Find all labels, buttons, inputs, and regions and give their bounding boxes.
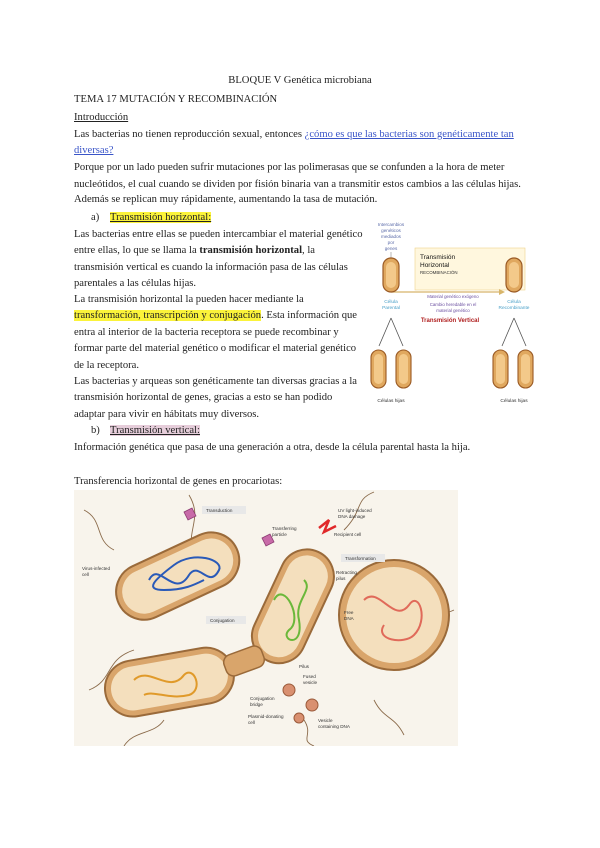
label-retracting-1: Retracting bbox=[336, 570, 357, 575]
box-title-1: Transmisión bbox=[420, 254, 456, 261]
label-free-1: Free bbox=[344, 610, 354, 615]
label-exchange-2: genéticos bbox=[381, 228, 401, 233]
section-a-line-7: entra al interior de la bacteria receptora se puede recombinar y bbox=[74, 327, 339, 338]
section-b-line-1: Información genética que pasa de una generación a otra, desde la célula parental hasta la hija. bbox=[74, 442, 471, 453]
label-plasmid-1: Plasmid-donating bbox=[248, 714, 284, 719]
section-a-line-3: transmisión vertical es cuando la información pasa de las células bbox=[74, 262, 348, 273]
label-free-2: DNA bbox=[344, 616, 354, 621]
label-virus-2: cell bbox=[82, 572, 89, 577]
label-transduction: Transduction bbox=[206, 508, 233, 513]
transmission-diagram bbox=[365, 218, 535, 408]
intro-paragraph-2-line-1: Porque por un lado pueden sufrir mutaciones por las polimerasas que se confunden a la hora de meter bbox=[74, 162, 505, 173]
box-subtitle: RECOMBINACIÓN bbox=[420, 270, 458, 275]
label-transferring: Transferring bbox=[272, 526, 297, 531]
label-recombinant-1: Célula bbox=[507, 300, 521, 305]
label-conjugation: Conjugation bbox=[210, 618, 235, 623]
section-a-line-5: La transmisión horizontal la pueden hacer mediante la bbox=[74, 294, 304, 305]
section-b-marker: b) bbox=[91, 425, 100, 436]
label-exchange-5: genes bbox=[384, 246, 398, 251]
topic-title: TEMA 17 MUTACIÓN Y RECOMBINACIÓN bbox=[74, 94, 278, 105]
label-uv-1: UV light-induced bbox=[338, 508, 372, 513]
label-change-1: Cambio heredable en el bbox=[429, 302, 477, 307]
label-vertical: Transmisión Vertical bbox=[420, 318, 480, 324]
label-vesicle-1: Vesicle bbox=[318, 718, 333, 723]
label-fused-1: Fused bbox=[303, 674, 316, 679]
section-a-marker: a) bbox=[91, 212, 100, 223]
label-recombinant-2: Recombinante bbox=[498, 306, 530, 311]
label-bridge-2: bridge bbox=[250, 702, 263, 707]
section-a-line-1: Las bacterias entre ellas se pueden intercambiar el material genético bbox=[74, 229, 363, 240]
label-exogenous: Material genético exógeno bbox=[427, 294, 479, 299]
label-uv-2: DNA damage bbox=[338, 514, 366, 519]
section-a-line-4: parentales a las células hijas. bbox=[74, 278, 197, 289]
label-recipient: Recipient cell bbox=[334, 532, 362, 537]
document-title: BLOQUE V Genética microbiana bbox=[228, 75, 372, 86]
section-a-line-8: formar parte del material genético o modificar el material genético bbox=[74, 343, 357, 354]
label-exchange-4: por bbox=[387, 240, 395, 245]
intro-question-link[interactable]: ¿cómo es que las bacterias son genéticamente tan bbox=[304, 129, 514, 140]
label-plasmid-2: cell bbox=[248, 720, 255, 725]
intro-heading: Introducción bbox=[74, 112, 129, 123]
label-daughters-right: Células hijas bbox=[500, 399, 528, 404]
label-parental-2: Parental bbox=[382, 306, 400, 311]
section-a-line-10: Las bacterias y arqueas son genéticamente tan diversas gracias a la bbox=[74, 376, 357, 387]
section-a-line-6: transformación, transcripción y conjugación. Esta información que bbox=[74, 310, 357, 321]
label-exchange-1: Intercambios bbox=[377, 222, 405, 227]
label-pilus: Pilus bbox=[299, 664, 309, 669]
section-a-title: Transmisión horizontal: bbox=[110, 212, 212, 223]
intro-question-link-cont[interactable]: diversas? bbox=[74, 145, 114, 156]
section-a-line-2: entre ellas, lo que se llama la transmisión horizontal, la bbox=[74, 245, 315, 256]
section-a-line-9: de la receptora. bbox=[74, 360, 139, 371]
intro-paragraph-2-line-3: Además se replican muy rápidamente, aumentando la tasa de mutación. bbox=[74, 194, 378, 205]
section-a-line-11: transmisión horizontal de genes, gracias a esto se han podido bbox=[74, 392, 333, 403]
label-bridge-1: Conjugation bbox=[250, 696, 275, 701]
label-exchange-3: mediados bbox=[381, 234, 401, 239]
label-parental-1: Célula bbox=[384, 300, 398, 305]
intro-paragraph-1: Las bacterias no tienen reproducción sexual, entonces ¿cómo es que las bacterias son genéticamente tan bbox=[74, 129, 514, 140]
box-title-2: Horizontal bbox=[420, 262, 450, 269]
label-fused-2: vesicle bbox=[303, 680, 318, 685]
label-change-2: material genético bbox=[436, 308, 470, 313]
label-particle: particle bbox=[272, 532, 287, 537]
label-vesicle-2: containing DNA bbox=[318, 724, 350, 729]
label-virus-1: Virus-infected bbox=[82, 566, 111, 571]
figure-caption: Transferencia horizontal de genes en procariotas: bbox=[74, 476, 283, 487]
label-daughters-left: Células hijas bbox=[377, 399, 405, 404]
section-b-title: Transmisión vertical: bbox=[110, 425, 200, 436]
intro-paragraph-2-line-2: nucleótidos, el cual cuando se dividen por fisión binaria van a transmitir estos cambios a las células hijas. bbox=[74, 179, 521, 190]
gene-transfer-illustration bbox=[74, 490, 458, 746]
section-a-line-12: adaptar para vivir en hábitats muy diversos. bbox=[74, 409, 260, 420]
label-transformation: Transformation bbox=[345, 556, 376, 561]
label-retracting-2: pilus bbox=[336, 576, 346, 581]
